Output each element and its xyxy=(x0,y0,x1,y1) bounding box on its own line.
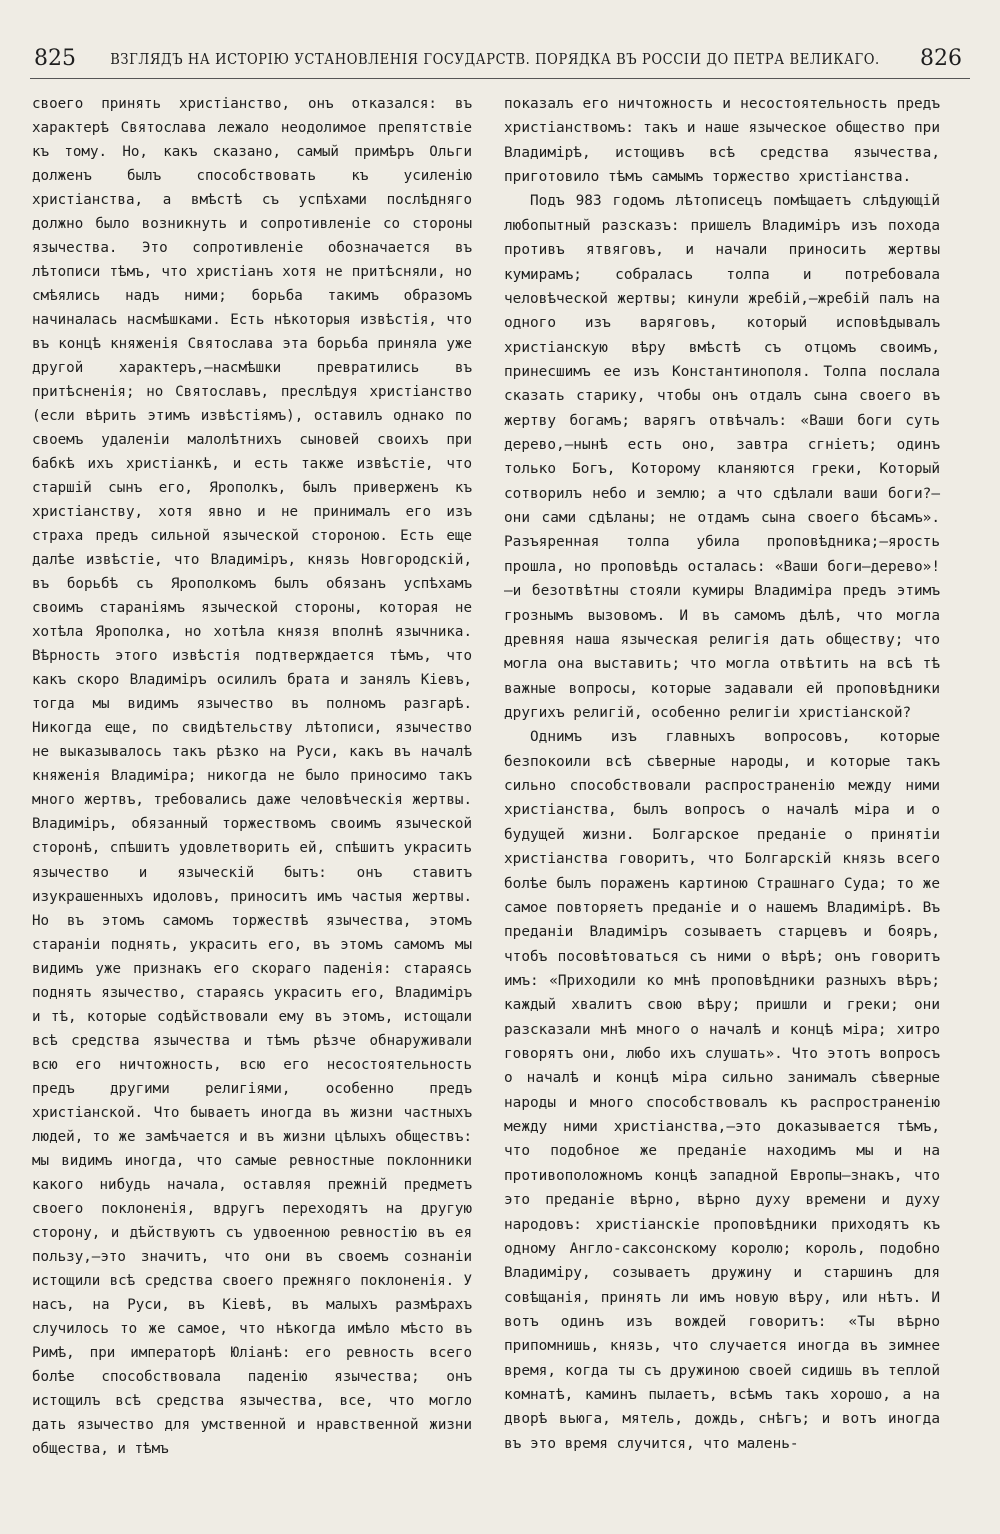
right-column xyxy=(504,92,940,1456)
right-paragraph-3: Однимъ изъ главныхъ вопросовъ, которые безпокоили всѣ сѣверные народы, и которые такъ сильно способствовали распространенію между ними христіанства, былъ вопросъ о началѣ міра и о будущей жизни. Болгарское преданіе о принятіи христіанства говоритъ, что Болгарскій князь всего болѣе былъ пораженъ картиною Страшнаго Суда; то же самое повторяетъ преданіе и о нашемъ Владимірѣ. Въ преданіи Владиміръ созываетъ старцевъ и бояръ, чтобъ посовѣтоваться съ ними о вѣрѣ; онъ говоритъ имъ: «Приходили ко мнѣ проповѣдники разныхъ вѣръ; каждый хвалитъ свою вѣру; пришли и греки; они разсказали мнѣ много о началѣ и концѣ міра; хитро говорятъ они, любо ихъ слушать». Что этотъ вопросъ о началѣ и концѣ міра сильно занималъ сѣверные народы и много способствовалъ къ распространенію между ними христіанства,—это доказывается тѣмъ, что подобное же преданіе находимъ мы и на противоположномъ концѣ западной Европы—знакъ, что это преданіе вѣрно, вѣрно духу времени и духу народовъ: христіанскіе проповѣдники приходятъ къ одному Англо-саксонскому королю; король, подобно Владиміру, созываетъ дружину и старшинъ для совѣщанія, принять ли имъ новую вѣру, или нѣтъ. И вотъ одинъ изъ вождей говоритъ: «Ты вѣрно припомнишь, князь, что случается иногда въ зимнее время, когда ты съ дружиною своей сидишь въ теплой комнатѣ, каминъ пылаетъ, всѣмъ такъ хорошо, а на дворѣ вьюга, мятель, дождь, снѣгъ; и вотъ иногда въ это время случится, что малень- xyxy=(504,729,940,1452)
right-paragraph-2: Подъ 983 годомъ лѣтописецъ помѣщаетъ слѣдующій любопытный разсказъ: пришелъ Владиміръ изъ похода противъ ятвяговъ, и начали приносить жертвы кумирамъ; собралась толпа и потребовала человѣческой жертвы; кинули жребій,—жребій палъ на одного изъ варяговъ, который исповѣдывалъ христіанскую вѣру вмѣстѣ съ отцомъ своимъ, принесшимъ ее изъ Константинополя. Толпа послала сказать старику, чтобы онъ отдалъ сына своего въ жертву богамъ; варягъ отвѣчалъ: «Ваши боги суть дерево,—нынѣ есть оно, завтра сгніетъ; одинъ только Богъ, Которому кланяются греки, Который сотворилъ небо и землю; а что сдѣлали ваши боги?—они сами сдѣланы; не отдамъ сына своего бѣсамъ». Разъяренная толпа убила проповѣдника;—ярость прошла, но проповѣдь осталась: «Ваши боги—дерево»!—и безотвѣтны стояли кумиры Владиміра предъ этимъ грознымъ вызовомъ. И въ самомъ дѣлѣ, что могла древняя наша языческая религія дать обществу; что могла она выставить; что могла отвѣтить на всѣ тѣ важные вопросы, которые задавали ей проповѣдники другихъ религій, особенно религіи христіанской? xyxy=(504,193,940,721)
left-column xyxy=(32,92,472,1461)
running-title: ВЗГЛЯДЪ НА ИСТОРІЮ УСТАНОВЛЕНІЯ ГОСУДАРСТВ. ПОРЯДКА ВЪ РОССІИ ДО ПЕТРА ВЕЛИКАГО. xyxy=(110,52,880,68)
right-page-number: 826 xyxy=(920,46,962,71)
right-paragraph-1: показалъ его ничтожность и несостоятельность предъ христіанствомъ: такъ и наше языческое общество при Владимірѣ, истощивъ всѣ средства язычества, приготовило тѣмъ самымъ торжество христіанства. xyxy=(504,96,940,186)
left-page-number: 825 xyxy=(34,46,76,71)
left-paragraph-1: своего принять христіанство, онъ отказался: въ характерѣ Святослава лежало неодолимое препятствіе къ тому. Но, какъ сказано, самый примѣръ Ольги долженъ былъ способствовать къ усиленію христіанства, а вмѣстѣ съ успѣхами послѣдняго должно было возникнуть и сопротивленіе со стороны язычества. Это сопротивленіе обозначается въ лѣтописи тѣмъ, что христіанъ хотя не притѣсняли, но смѣялись надъ ними; борьба такимъ образомъ начиналась насмѣшками. Есть нѣкоторыя извѣстія, что въ концѣ княженія Святослава эта борьба приняла уже другой характеръ,—насмѣшки превратились въ притѣсненія; но Святославъ, преслѣдуя христіанство (если вѣрить этимъ извѣстіямъ), оставилъ однако по своемъ удаленіи малолѣтнихъ сыновей своихъ при бабкѣ ихъ христіанкѣ, и есть также извѣстіе, что старшій сынъ его, Ярополкъ, былъ приверженъ къ христіанству, хотя явно и не принималъ его изъ страха предъ сильной языческой стороною. Есть еще далѣе извѣстіе, что Владиміръ, князь Новгородскій, въ борьбѣ съ Ярополкомъ былъ обязанъ успѣхамъ своимъ стараніямъ языческой стороны, которая не хотѣла Ярополка, но хотѣла князя вполнѣ язычника. Вѣрность этого извѣстія подтверждается тѣмъ, что какъ скоро Владиміръ осилилъ брата и занялъ Кіевъ, тогда мы видимъ язычество въ полномъ разгарѣ. Никогда еще, по свидѣтельству лѣтописи, язычество не выказывалось такъ рѣзко на Руси, какъ въ началѣ княженія Владиміра; никогда не было приносимо такъ много жертвъ, требовались даже человѣческія жертвы. Владиміръ, обязанный торжествомъ своимъ языческой сторонѣ, спѣшитъ удовлетворить ей, спѣшитъ украсить язычество и языческій бытъ: онъ ставитъ изукрашенныхъ идоловъ, приноситъ имъ частыя жертвы. Но въ этомъ самомъ торжествѣ язычества, этомъ стараніи поднять, украсить его, въ этомъ самомъ мы видимъ уже признакъ его скораго паденія: стараясь поднять язычество, стараясь украсить его, Владиміръ и тѣ, которые содѣйствовали ему въ этомъ, истощали всѣ средства язычества и тѣмъ рѣзче обнаруживали всю его ничтожность, всю его несостоятельность предъ другими религіями, особенно предъ христіанской. Что бываетъ иногда въ жизни частныхъ людей, то же замѣчается и въ жизни цѣлыхъ обществъ: мы видимъ иногда, что самые ревностные поклонники какого нибудь начала, оставляя прежній предметъ своего поклоненія, вдругъ переходятъ на другую сторону, и дѣйствуютъ съ удвоенною ревностію въ ея пользу,—это значитъ, что они въ своемъ сознаніи истощили всѣ средства своего прежняго поклоненія. У насъ, на Руси, въ Кіевѣ, въ малыхъ размѣрахъ случилось то же самое, что нѣкогда имѣло мѣсто въ Римѣ, при императорѣ Юліанѣ: его ревность всего болѣе способствовала паденію язычества; онъ истощилъ всѣ средства язычества, все, что могло дать язычество для умственной и нравственной жизни общества, и тѣмъ xyxy=(32,96,472,1457)
running-header xyxy=(30,44,970,79)
